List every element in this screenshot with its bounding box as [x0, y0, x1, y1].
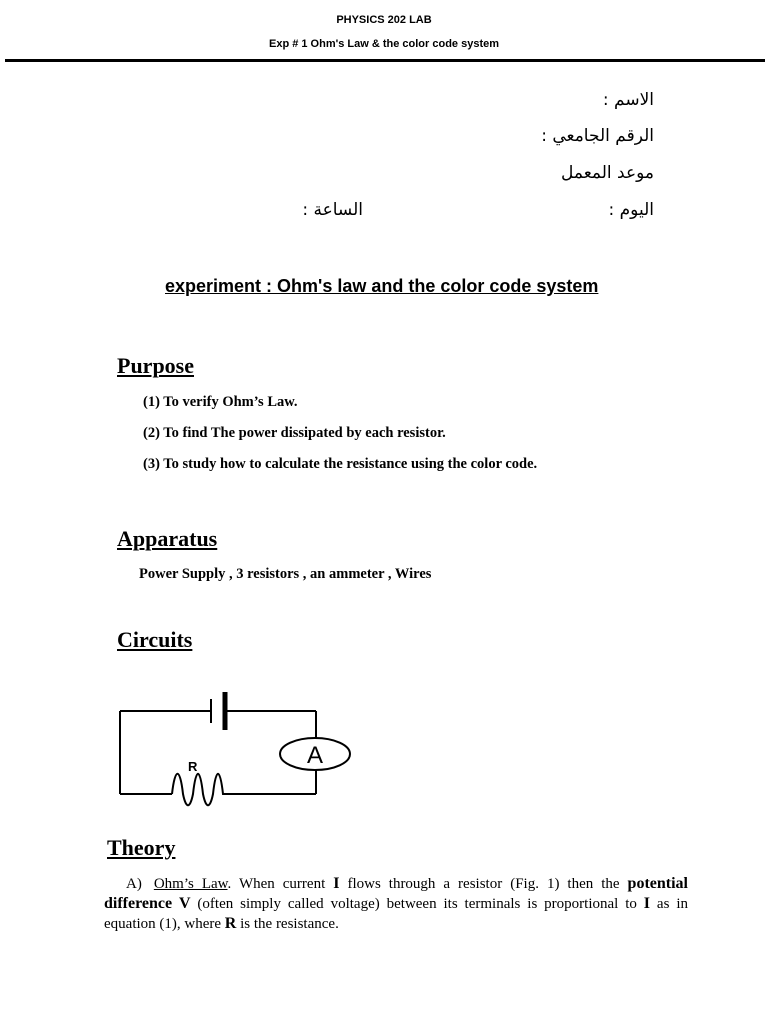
purpose-heading: Purpose: [117, 353, 194, 378]
circuits-heading: Circuits: [117, 627, 193, 652]
resistor-label: R: [188, 759, 198, 774]
potential-difference-term: potential difference V: [104, 875, 688, 912]
lab-time-field-label: موعد المعمل: [561, 163, 654, 183]
theory-label: A): [126, 876, 142, 892]
apparatus-list: Power Supply , 3 resistors , an ammeter , Wires: [139, 566, 432, 582]
theory-text-2: flows through a resistor (Fig. 1) then the: [339, 876, 628, 892]
ammeter-label: A: [306, 742, 324, 769]
theory-text-1: . When current: [227, 876, 334, 892]
theory-text-3: (often simply called voltage) between its terminals is proportional to: [190, 896, 644, 912]
header-rule: [5, 59, 765, 62]
theory-text-5: is the resistance.: [236, 916, 339, 932]
student-id-field-label: الرقم الجامعي :: [541, 126, 654, 146]
theory-text-4: as in equation (1), where: [104, 896, 688, 932]
purpose-item-3: (3) To study how to calculate the resistance using the color code.: [143, 456, 538, 472]
name-field-label: الاسم :: [602, 90, 654, 110]
purpose-item-1: (1) To verify Ohm’s Law.: [143, 394, 298, 410]
apparatus-heading: Apparatus: [117, 526, 218, 551]
day-field-label: اليوم :: [608, 200, 654, 220]
circuit-diagram: [110, 685, 360, 815]
experiment-header: Exp # 1 Ohm's Law & the color code system: [268, 38, 500, 50]
experiment-title: experiment : Ohm's law and the color code system: [165, 276, 599, 296]
resistance-symbol: R: [224, 915, 237, 932]
theory-heading: Theory: [107, 835, 176, 860]
current-symbol-2: I: [643, 895, 651, 912]
resistor-symbol: [172, 774, 226, 806]
purpose-item-2: (2) To find The power dissipated by each resistor.: [143, 425, 446, 441]
current-symbol: I: [333, 875, 340, 892]
theory-paragraph: [104, 874, 688, 934]
ohms-law-term: Ohm’s Law: [153, 876, 228, 892]
course-header: PHYSICS 202 LAB: [336, 14, 432, 26]
hour-field-label: الساعة :: [302, 200, 363, 220]
